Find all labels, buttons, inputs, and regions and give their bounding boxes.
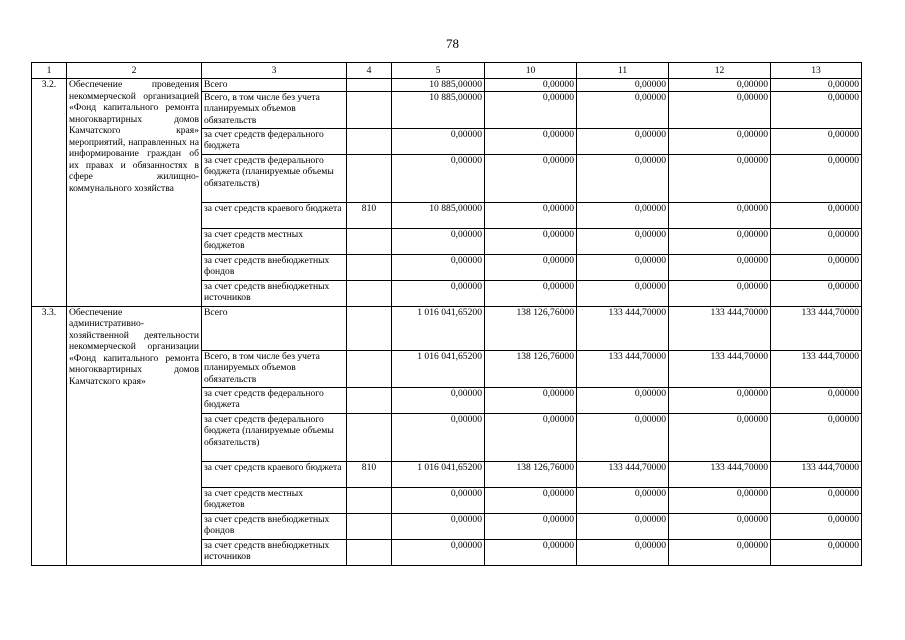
amount-cell-10: 0,00000 xyxy=(485,513,577,539)
amount-cell-13: 0,00000 xyxy=(771,413,862,461)
amount-cell-13: 0,00000 xyxy=(771,228,862,254)
amount-cell-13: 0,00000 xyxy=(771,128,862,154)
column-header: 12 xyxy=(669,63,771,79)
amount-cell-5: 10 885,00000 xyxy=(392,202,485,228)
amount-cell-11: 0,00000 xyxy=(577,91,669,128)
amount-cell-12: 0,00000 xyxy=(669,539,771,565)
section-description: Обеспечение административно-хозяйственной деятельности некоммерческой организации «Фонд капитального ремонта многоквартирных домов Камчатского края» xyxy=(67,306,202,565)
budget-code xyxy=(347,254,392,280)
amount-cell-12: 0,00000 xyxy=(669,487,771,513)
amount-cell-11: 0,00000 xyxy=(577,154,669,202)
amount-cell-10: 138 126,76000 xyxy=(485,306,577,350)
amount-cell-11: 0,00000 xyxy=(577,513,669,539)
funding-source: за счет средств местных бюджетов xyxy=(202,228,347,254)
budget-code xyxy=(347,350,392,387)
amount-cell-13: 0,00000 xyxy=(771,487,862,513)
amount-cell-13: 0,00000 xyxy=(771,254,862,280)
amount-cell-5: 0,00000 xyxy=(392,228,485,254)
amount-cell-10: 0,00000 xyxy=(485,387,577,413)
funding-source: за счет средств краевого бюджета xyxy=(202,461,347,487)
amount-cell-13: 133 444,70000 xyxy=(771,350,862,387)
budget-code xyxy=(347,306,392,350)
table-body xyxy=(32,79,862,566)
amount-cell-11: 0,00000 xyxy=(577,202,669,228)
amount-cell-10: 138 126,76000 xyxy=(485,461,577,487)
amount-cell-11: 133 444,70000 xyxy=(577,461,669,487)
amount-cell-12: 0,00000 xyxy=(669,413,771,461)
amount-cell-12: 0,00000 xyxy=(669,280,771,306)
funding-source: за счет средств местных бюджетов xyxy=(202,487,347,513)
amount-cell-13: 0,00000 xyxy=(771,79,862,92)
funding-source: Всего xyxy=(202,306,347,350)
funding-source: Всего, в том числе без учета планируемых объемов обязательств xyxy=(202,350,347,387)
funding-source: Всего xyxy=(202,79,347,92)
amount-cell-11: 0,00000 xyxy=(577,280,669,306)
funding-source: за счет средств федерального бюджета (планируемые объемы обязательств) xyxy=(202,413,347,461)
amount-cell-10: 138 126,76000 xyxy=(485,350,577,387)
column-header: 3 xyxy=(202,63,347,79)
amount-cell-11: 0,00000 xyxy=(577,487,669,513)
page-number: 78 xyxy=(446,36,459,51)
amount-cell-11: 133 444,70000 xyxy=(577,350,669,387)
budget-code xyxy=(347,154,392,202)
budget-code xyxy=(347,513,392,539)
amount-cell-5: 0,00000 xyxy=(392,513,485,539)
amount-cell-12: 0,00000 xyxy=(669,228,771,254)
funding-source: за счет средств федерального бюджета xyxy=(202,387,347,413)
amount-cell-11: 0,00000 xyxy=(577,128,669,154)
amount-cell-11: 0,00000 xyxy=(577,387,669,413)
amount-cell-5: 0,00000 xyxy=(392,539,485,565)
amount-cell-10: 0,00000 xyxy=(485,280,577,306)
amount-cell-5: 1 016 041,65200 xyxy=(392,461,485,487)
amount-cell-13: 0,00000 xyxy=(771,280,862,306)
amount-cell-12: 0,00000 xyxy=(669,79,771,92)
section-index: 3.2. xyxy=(32,79,67,307)
funding-source: за счет средств федерального бюджета xyxy=(202,128,347,154)
column-number-row xyxy=(32,63,862,79)
amount-cell-10: 0,00000 xyxy=(485,128,577,154)
column-header: 10 xyxy=(485,63,577,79)
amount-cell-5: 0,00000 xyxy=(392,487,485,513)
budget-code xyxy=(347,128,392,154)
table-row xyxy=(32,79,862,92)
amount-cell-12: 0,00000 xyxy=(669,202,771,228)
amount-cell-5: 0,00000 xyxy=(392,280,485,306)
budget-code xyxy=(347,539,392,565)
amount-cell-13: 0,00000 xyxy=(771,513,862,539)
column-header: 5 xyxy=(392,63,485,79)
budget-code xyxy=(347,280,392,306)
amount-cell-10: 0,00000 xyxy=(485,202,577,228)
amount-cell-5: 1 016 041,65200 xyxy=(392,350,485,387)
amount-cell-10: 0,00000 xyxy=(485,413,577,461)
amount-cell-12: 0,00000 xyxy=(669,128,771,154)
amount-cell-5: 0,00000 xyxy=(392,387,485,413)
amount-cell-5: 10 885,00000 xyxy=(392,91,485,128)
funding-source: за счет средств внебюджетных источников xyxy=(202,280,347,306)
amount-cell-13: 0,00000 xyxy=(771,202,862,228)
column-header: 4 xyxy=(347,63,392,79)
amount-cell-13: 0,00000 xyxy=(771,387,862,413)
amount-cell-12: 133 444,70000 xyxy=(669,350,771,387)
section-description: Обеспечение проведения некоммерческой организацией «Фонд капитального ремонта многоквартирных домов Камчатского края» мероприятий, направленных на информирование граждан об их правах и обязанностях в сфере жилищно-коммунального хозяйства xyxy=(67,79,202,307)
amount-cell-13: 133 444,70000 xyxy=(771,306,862,350)
funding-source: за счет средств внебюджетных источников xyxy=(202,539,347,565)
column-header: 2 xyxy=(67,63,202,79)
budget-code: 810 xyxy=(347,202,392,228)
budget-code xyxy=(347,91,392,128)
amount-cell-10: 0,00000 xyxy=(485,154,577,202)
amount-cell-10: 0,00000 xyxy=(485,91,577,128)
amount-cell-12: 133 444,70000 xyxy=(669,461,771,487)
column-header: 1 xyxy=(32,63,67,79)
amount-cell-11: 133 444,70000 xyxy=(577,306,669,350)
column-header: 13 xyxy=(771,63,862,79)
funding-source: за счет средств внебюджетных фондов xyxy=(202,513,347,539)
amount-cell-12: 0,00000 xyxy=(669,513,771,539)
budget-code: 810 xyxy=(347,461,392,487)
amount-cell-11: 0,00000 xyxy=(577,413,669,461)
budget-code xyxy=(347,79,392,92)
budget-code xyxy=(347,413,392,461)
amount-cell-13: 0,00000 xyxy=(771,91,862,128)
budget-code xyxy=(347,228,392,254)
amount-cell-5: 1 016 041,65200 xyxy=(392,306,485,350)
table-row xyxy=(32,306,862,350)
amount-cell-5: 10 885,00000 xyxy=(392,79,485,92)
amount-cell-10: 0,00000 xyxy=(485,487,577,513)
amount-cell-13: 0,00000 xyxy=(771,539,862,565)
funding-source: за счет средств федерального бюджета (планируемые объемы обязательств) xyxy=(202,154,347,202)
funding-source: за счет средств внебюджетных фондов xyxy=(202,254,347,280)
amount-cell-13: 0,00000 xyxy=(771,154,862,202)
section-index: 3.3. xyxy=(32,306,67,565)
amount-cell-12: 0,00000 xyxy=(669,154,771,202)
amount-cell-12: 0,00000 xyxy=(669,254,771,280)
amount-cell-5: 0,00000 xyxy=(392,413,485,461)
amount-cell-12: 0,00000 xyxy=(669,387,771,413)
amount-cell-11: 0,00000 xyxy=(577,79,669,92)
amount-cell-5: 0,00000 xyxy=(392,254,485,280)
amount-cell-5: 0,00000 xyxy=(392,154,485,202)
amount-cell-13: 133 444,70000 xyxy=(771,461,862,487)
amount-cell-11: 0,00000 xyxy=(577,254,669,280)
budget-code xyxy=(347,387,392,413)
amount-cell-12: 133 444,70000 xyxy=(669,306,771,350)
amount-cell-10: 0,00000 xyxy=(485,79,577,92)
amount-cell-10: 0,00000 xyxy=(485,254,577,280)
amount-cell-10: 0,00000 xyxy=(485,228,577,254)
amount-cell-11: 0,00000 xyxy=(577,539,669,565)
funding-source: за счет средств краевого бюджета xyxy=(202,202,347,228)
amount-cell-5: 0,00000 xyxy=(392,128,485,154)
column-header: 11 xyxy=(577,63,669,79)
budget-table xyxy=(31,62,862,566)
budget-code xyxy=(347,487,392,513)
amount-cell-12: 0,00000 xyxy=(669,91,771,128)
funding-source: Всего, в том числе без учета планируемых объемов обязательств xyxy=(202,91,347,128)
amount-cell-10: 0,00000 xyxy=(485,539,577,565)
amount-cell-11: 0,00000 xyxy=(577,228,669,254)
